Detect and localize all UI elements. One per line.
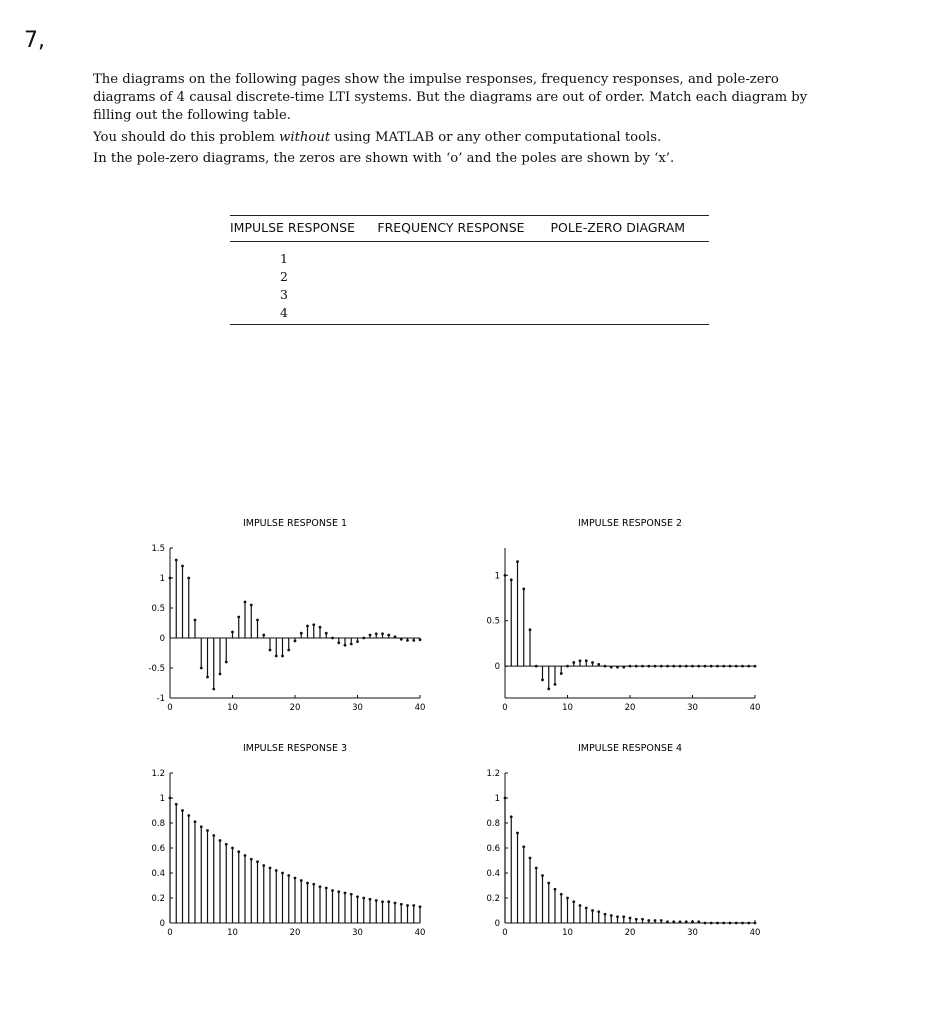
stem-marker bbox=[716, 922, 719, 925]
stem-marker bbox=[212, 834, 215, 837]
stem-marker bbox=[325, 632, 328, 635]
header-impulse-response: IMPULSE RESPONSE bbox=[230, 216, 377, 242]
stem-marker bbox=[287, 649, 290, 652]
x-tick-label: 0 bbox=[167, 928, 173, 938]
stem-marker bbox=[400, 638, 403, 641]
row-pole-zero-cell[interactable] bbox=[551, 285, 709, 303]
stem-marker bbox=[510, 578, 513, 581]
row-impulse-number: 2 bbox=[280, 268, 288, 284]
stem-marker bbox=[287, 874, 290, 877]
stem-marker bbox=[747, 922, 750, 925]
stem-marker bbox=[529, 628, 532, 631]
stem-marker bbox=[504, 574, 507, 577]
stem-marker bbox=[647, 665, 650, 668]
stem-marker bbox=[194, 619, 197, 622]
stem-marker bbox=[647, 919, 650, 922]
stem-marker bbox=[654, 665, 657, 668]
intro-p2-start: You should do this problem bbox=[93, 130, 280, 145]
stem-marker bbox=[572, 900, 575, 903]
stem-marker bbox=[250, 858, 253, 861]
stem-marker bbox=[187, 577, 190, 580]
stem-marker bbox=[350, 643, 353, 646]
y-tick-label: 0.8 bbox=[486, 819, 500, 829]
stem-marker bbox=[566, 897, 569, 900]
stem-marker bbox=[169, 577, 172, 580]
impulse-response-2-chart bbox=[445, 510, 785, 720]
stem-marker bbox=[237, 850, 240, 853]
impulse-response-3-chart bbox=[110, 735, 450, 945]
intro-paragraph-3: In the pole-zero diagrams, the zeros are shown with ‘o’ and the poles are shown by ‘x’. bbox=[93, 151, 675, 166]
stem-marker bbox=[412, 639, 415, 642]
stem-marker bbox=[535, 665, 538, 668]
matching-table bbox=[230, 215, 709, 325]
stem-marker bbox=[175, 559, 178, 562]
stem-marker bbox=[754, 665, 757, 668]
table-row bbox=[230, 242, 709, 268]
stem-marker bbox=[547, 882, 550, 885]
y-tick-label: 0 bbox=[159, 634, 165, 644]
stem-marker bbox=[522, 588, 525, 591]
stem-marker bbox=[597, 910, 600, 913]
stem-marker bbox=[375, 899, 378, 902]
stem-marker bbox=[691, 920, 694, 923]
stem-marker bbox=[244, 854, 247, 857]
stem-marker bbox=[337, 641, 340, 644]
stem-marker bbox=[616, 666, 619, 669]
stem-marker bbox=[194, 820, 197, 823]
stem-marker bbox=[504, 797, 507, 800]
header-frequency-response: FREQUENCY RESPONSE bbox=[377, 216, 550, 242]
stem-marker bbox=[591, 661, 594, 664]
table-row bbox=[230, 267, 709, 285]
stem-marker bbox=[579, 904, 582, 907]
x-tick-label: 20 bbox=[289, 928, 301, 938]
stem-marker bbox=[337, 890, 340, 893]
stem-marker bbox=[579, 659, 582, 662]
stem-marker bbox=[510, 815, 513, 818]
stem-marker bbox=[735, 665, 738, 668]
table-row bbox=[230, 303, 709, 325]
stem-marker bbox=[529, 857, 532, 860]
y-tick-label: 0.4 bbox=[486, 869, 500, 879]
y-tick-label: 0 bbox=[494, 919, 500, 929]
stem-marker bbox=[641, 918, 644, 921]
row-frequency-cell[interactable] bbox=[377, 285, 550, 303]
stem-marker bbox=[381, 900, 384, 903]
problem-statement bbox=[93, 71, 833, 171]
stem-marker bbox=[312, 623, 315, 626]
x-tick-label: 10 bbox=[562, 703, 573, 713]
stem-marker bbox=[306, 625, 309, 628]
stem-marker bbox=[225, 843, 228, 846]
plot-title: IMPULSE RESPONSE 3 bbox=[242, 743, 348, 754]
stem-marker bbox=[666, 920, 669, 923]
x-tick-label: 20 bbox=[624, 703, 636, 713]
stem-marker bbox=[622, 915, 625, 918]
stem-marker bbox=[591, 909, 594, 912]
row-pole-zero-cell[interactable] bbox=[551, 303, 709, 325]
x-tick-label: 30 bbox=[687, 703, 698, 713]
stem-marker bbox=[200, 667, 203, 670]
stem-marker bbox=[572, 661, 575, 664]
y-tick-label: 0.2 bbox=[486, 894, 500, 904]
y-tick-label: -1 bbox=[156, 694, 165, 704]
stem-marker bbox=[356, 895, 359, 898]
stem-marker bbox=[654, 919, 657, 922]
y-tick-label: 1 bbox=[159, 794, 165, 804]
stem-marker bbox=[716, 665, 719, 668]
stem-marker bbox=[244, 601, 247, 604]
stem-marker bbox=[369, 634, 372, 637]
stem-marker bbox=[622, 666, 625, 669]
stem-marker bbox=[281, 655, 284, 658]
stem-marker bbox=[181, 809, 184, 812]
stem-marker bbox=[566, 665, 569, 668]
stem-marker bbox=[419, 905, 422, 908]
y-tick-label: 1.2 bbox=[486, 769, 500, 779]
stem-marker bbox=[610, 666, 613, 669]
stem-marker bbox=[300, 632, 303, 635]
stem-marker bbox=[375, 632, 378, 635]
stem-marker bbox=[312, 883, 315, 886]
stem-marker bbox=[387, 634, 390, 637]
stem-marker bbox=[585, 907, 588, 910]
stem-marker bbox=[250, 604, 253, 607]
stem-marker bbox=[319, 626, 322, 629]
stem-marker bbox=[541, 678, 544, 681]
stem-marker bbox=[629, 665, 632, 668]
stem-marker bbox=[729, 922, 732, 925]
y-tick-label: 1 bbox=[494, 571, 500, 582]
stem-marker bbox=[200, 825, 203, 828]
stem-marker bbox=[344, 644, 347, 647]
header-pole-zero-diagram: POLE-ZERO DIAGRAM bbox=[551, 216, 709, 242]
stem-marker bbox=[319, 885, 322, 888]
intro-p2-emphasis: without bbox=[279, 130, 331, 145]
stem-marker bbox=[641, 665, 644, 668]
stem-marker bbox=[231, 631, 234, 634]
plot-title: IMPULSE RESPONSE 2 bbox=[577, 518, 683, 529]
stem-marker bbox=[672, 920, 675, 923]
row-pole-zero-cell[interactable] bbox=[551, 242, 709, 268]
stem-marker bbox=[541, 874, 544, 877]
stem-marker bbox=[735, 922, 738, 925]
stem-marker bbox=[704, 665, 707, 668]
stem-marker bbox=[635, 665, 638, 668]
stem-marker bbox=[660, 665, 663, 668]
stem-marker bbox=[629, 917, 632, 920]
stem-marker bbox=[741, 665, 744, 668]
plot-title: IMPULSE RESPONSE 1 bbox=[242, 518, 348, 529]
stem-marker bbox=[294, 640, 297, 643]
y-tick-label: 1.2 bbox=[151, 769, 165, 779]
stem-marker bbox=[560, 893, 563, 896]
y-tick-label: 0 bbox=[494, 662, 500, 673]
stem-marker bbox=[722, 665, 725, 668]
y-tick-label: 0 bbox=[159, 919, 165, 929]
intro-p2-end: using MATLAB or any other computational tools. bbox=[330, 130, 662, 145]
stem-marker bbox=[225, 661, 228, 664]
stem-marker bbox=[729, 665, 732, 668]
stem-marker bbox=[554, 888, 557, 891]
stem-marker bbox=[535, 867, 538, 870]
stem-marker bbox=[666, 665, 669, 668]
y-tick-label: 0.2 bbox=[151, 894, 165, 904]
stem-marker bbox=[206, 676, 209, 679]
x-tick-label: 0 bbox=[502, 703, 508, 713]
stem-marker bbox=[387, 900, 390, 903]
stem-marker bbox=[325, 887, 328, 890]
impulse-response-1-chart bbox=[110, 510, 450, 720]
x-tick-label: 40 bbox=[749, 703, 761, 713]
stem-marker bbox=[741, 922, 744, 925]
stem-marker bbox=[169, 797, 172, 800]
row-frequency-cell[interactable] bbox=[377, 303, 550, 325]
stem-marker bbox=[547, 688, 550, 691]
stem-marker bbox=[400, 903, 403, 906]
stem-marker bbox=[672, 665, 675, 668]
stem-marker bbox=[604, 665, 607, 668]
table-header-row bbox=[230, 216, 709, 242]
stem-marker bbox=[306, 882, 309, 885]
stem-marker bbox=[262, 864, 265, 867]
x-tick-label: 40 bbox=[749, 928, 761, 938]
stem-marker bbox=[262, 634, 265, 637]
stem-marker bbox=[300, 879, 303, 882]
y-tick-label: 0.5 bbox=[486, 616, 500, 627]
stem-marker bbox=[381, 632, 384, 635]
stem-marker bbox=[406, 639, 409, 642]
stem-marker bbox=[610, 914, 613, 917]
y-tick-label: 0.8 bbox=[151, 819, 165, 829]
x-tick-label: 40 bbox=[414, 928, 426, 938]
stem-marker bbox=[412, 904, 415, 907]
stem-marker bbox=[394, 635, 397, 638]
stem-marker bbox=[362, 897, 365, 900]
y-tick-label: 1 bbox=[494, 794, 500, 804]
stem-marker bbox=[406, 904, 409, 907]
stem-marker bbox=[635, 918, 638, 921]
stem-marker bbox=[275, 869, 278, 872]
stem-marker bbox=[237, 616, 240, 619]
stem-marker bbox=[281, 872, 284, 875]
stem-marker bbox=[722, 922, 725, 925]
stem-marker bbox=[187, 814, 190, 817]
x-tick-label: 30 bbox=[352, 928, 363, 938]
y-tick-label: 0.6 bbox=[486, 844, 500, 854]
stem-marker bbox=[691, 665, 694, 668]
y-tick-label: 0.4 bbox=[151, 869, 165, 879]
stem-marker bbox=[256, 619, 259, 622]
stem-marker bbox=[294, 877, 297, 880]
row-frequency-cell[interactable] bbox=[377, 267, 550, 285]
stem-marker bbox=[419, 638, 422, 641]
row-frequency-cell[interactable] bbox=[377, 242, 550, 268]
stem-marker bbox=[747, 665, 750, 668]
row-impulse-number: 1 bbox=[280, 250, 288, 266]
stem-marker bbox=[219, 673, 222, 676]
plot-title: IMPULSE RESPONSE 4 bbox=[577, 743, 683, 754]
stem-marker bbox=[212, 688, 215, 691]
stem-marker bbox=[175, 803, 178, 806]
stem-marker bbox=[679, 665, 682, 668]
stem-marker bbox=[516, 832, 519, 835]
x-tick-label: 0 bbox=[502, 928, 508, 938]
stem-marker bbox=[585, 659, 588, 662]
y-tick-label: 0.6 bbox=[151, 844, 165, 854]
stem-marker bbox=[710, 922, 713, 925]
impulse-response-4-chart bbox=[445, 735, 785, 945]
x-tick-label: 40 bbox=[414, 703, 426, 713]
stem-marker bbox=[269, 649, 272, 652]
stem-marker bbox=[394, 902, 397, 905]
row-pole-zero-cell[interactable] bbox=[551, 267, 709, 285]
stem-marker bbox=[362, 637, 365, 640]
stem-marker bbox=[685, 920, 688, 923]
y-tick-label: 1 bbox=[159, 574, 165, 584]
x-tick-label: 10 bbox=[227, 703, 238, 713]
x-tick-label: 0 bbox=[167, 703, 173, 713]
stem-marker bbox=[369, 898, 372, 901]
intro-paragraph-1: The diagrams on the following pages show the impulse responses, frequency responses, and pole-zero diagrams of 4 causal discrete-time LTI systems. But the diagrams are out of order. Match each diagram by filling out the following table. bbox=[93, 72, 808, 123]
stem-marker bbox=[685, 665, 688, 668]
question-number: 7, bbox=[24, 28, 45, 53]
stem-marker bbox=[522, 845, 525, 848]
table-row bbox=[230, 285, 709, 303]
stem-marker bbox=[356, 640, 359, 643]
stem-marker bbox=[206, 829, 209, 832]
stem-marker bbox=[604, 913, 607, 916]
stem-marker bbox=[697, 920, 700, 923]
x-tick-label: 20 bbox=[624, 928, 636, 938]
stem-marker bbox=[616, 915, 619, 918]
stem-marker bbox=[704, 922, 707, 925]
stem-marker bbox=[554, 683, 557, 686]
stem-marker bbox=[344, 892, 347, 895]
stem-marker bbox=[660, 919, 663, 922]
x-tick-label: 30 bbox=[687, 928, 698, 938]
stem-marker bbox=[679, 920, 682, 923]
row-impulse-number: 3 bbox=[280, 286, 288, 302]
stem-marker bbox=[181, 565, 184, 568]
x-tick-label: 30 bbox=[352, 703, 363, 713]
stem-marker bbox=[219, 839, 222, 842]
stem-marker bbox=[560, 672, 563, 675]
stem-marker bbox=[350, 893, 353, 896]
stem-marker bbox=[331, 889, 334, 892]
x-tick-label: 20 bbox=[289, 703, 301, 713]
x-tick-label: 10 bbox=[227, 928, 238, 938]
stem-marker bbox=[275, 655, 278, 658]
y-tick-label: -0.5 bbox=[148, 664, 165, 674]
stem-marker bbox=[597, 663, 600, 666]
stem-marker bbox=[269, 867, 272, 870]
stem-marker bbox=[331, 637, 334, 640]
y-tick-label: 0.5 bbox=[151, 604, 165, 614]
row-impulse-number: 4 bbox=[230, 303, 377, 325]
stem-marker bbox=[710, 665, 713, 668]
stem-marker bbox=[754, 922, 757, 925]
stem-marker bbox=[231, 847, 234, 850]
y-tick-label: 1.5 bbox=[151, 544, 165, 554]
stem-marker bbox=[256, 860, 259, 863]
stem-marker bbox=[697, 665, 700, 668]
stem-marker bbox=[516, 560, 519, 563]
intro-paragraph-2 bbox=[93, 129, 833, 147]
x-tick-label: 10 bbox=[562, 928, 573, 938]
